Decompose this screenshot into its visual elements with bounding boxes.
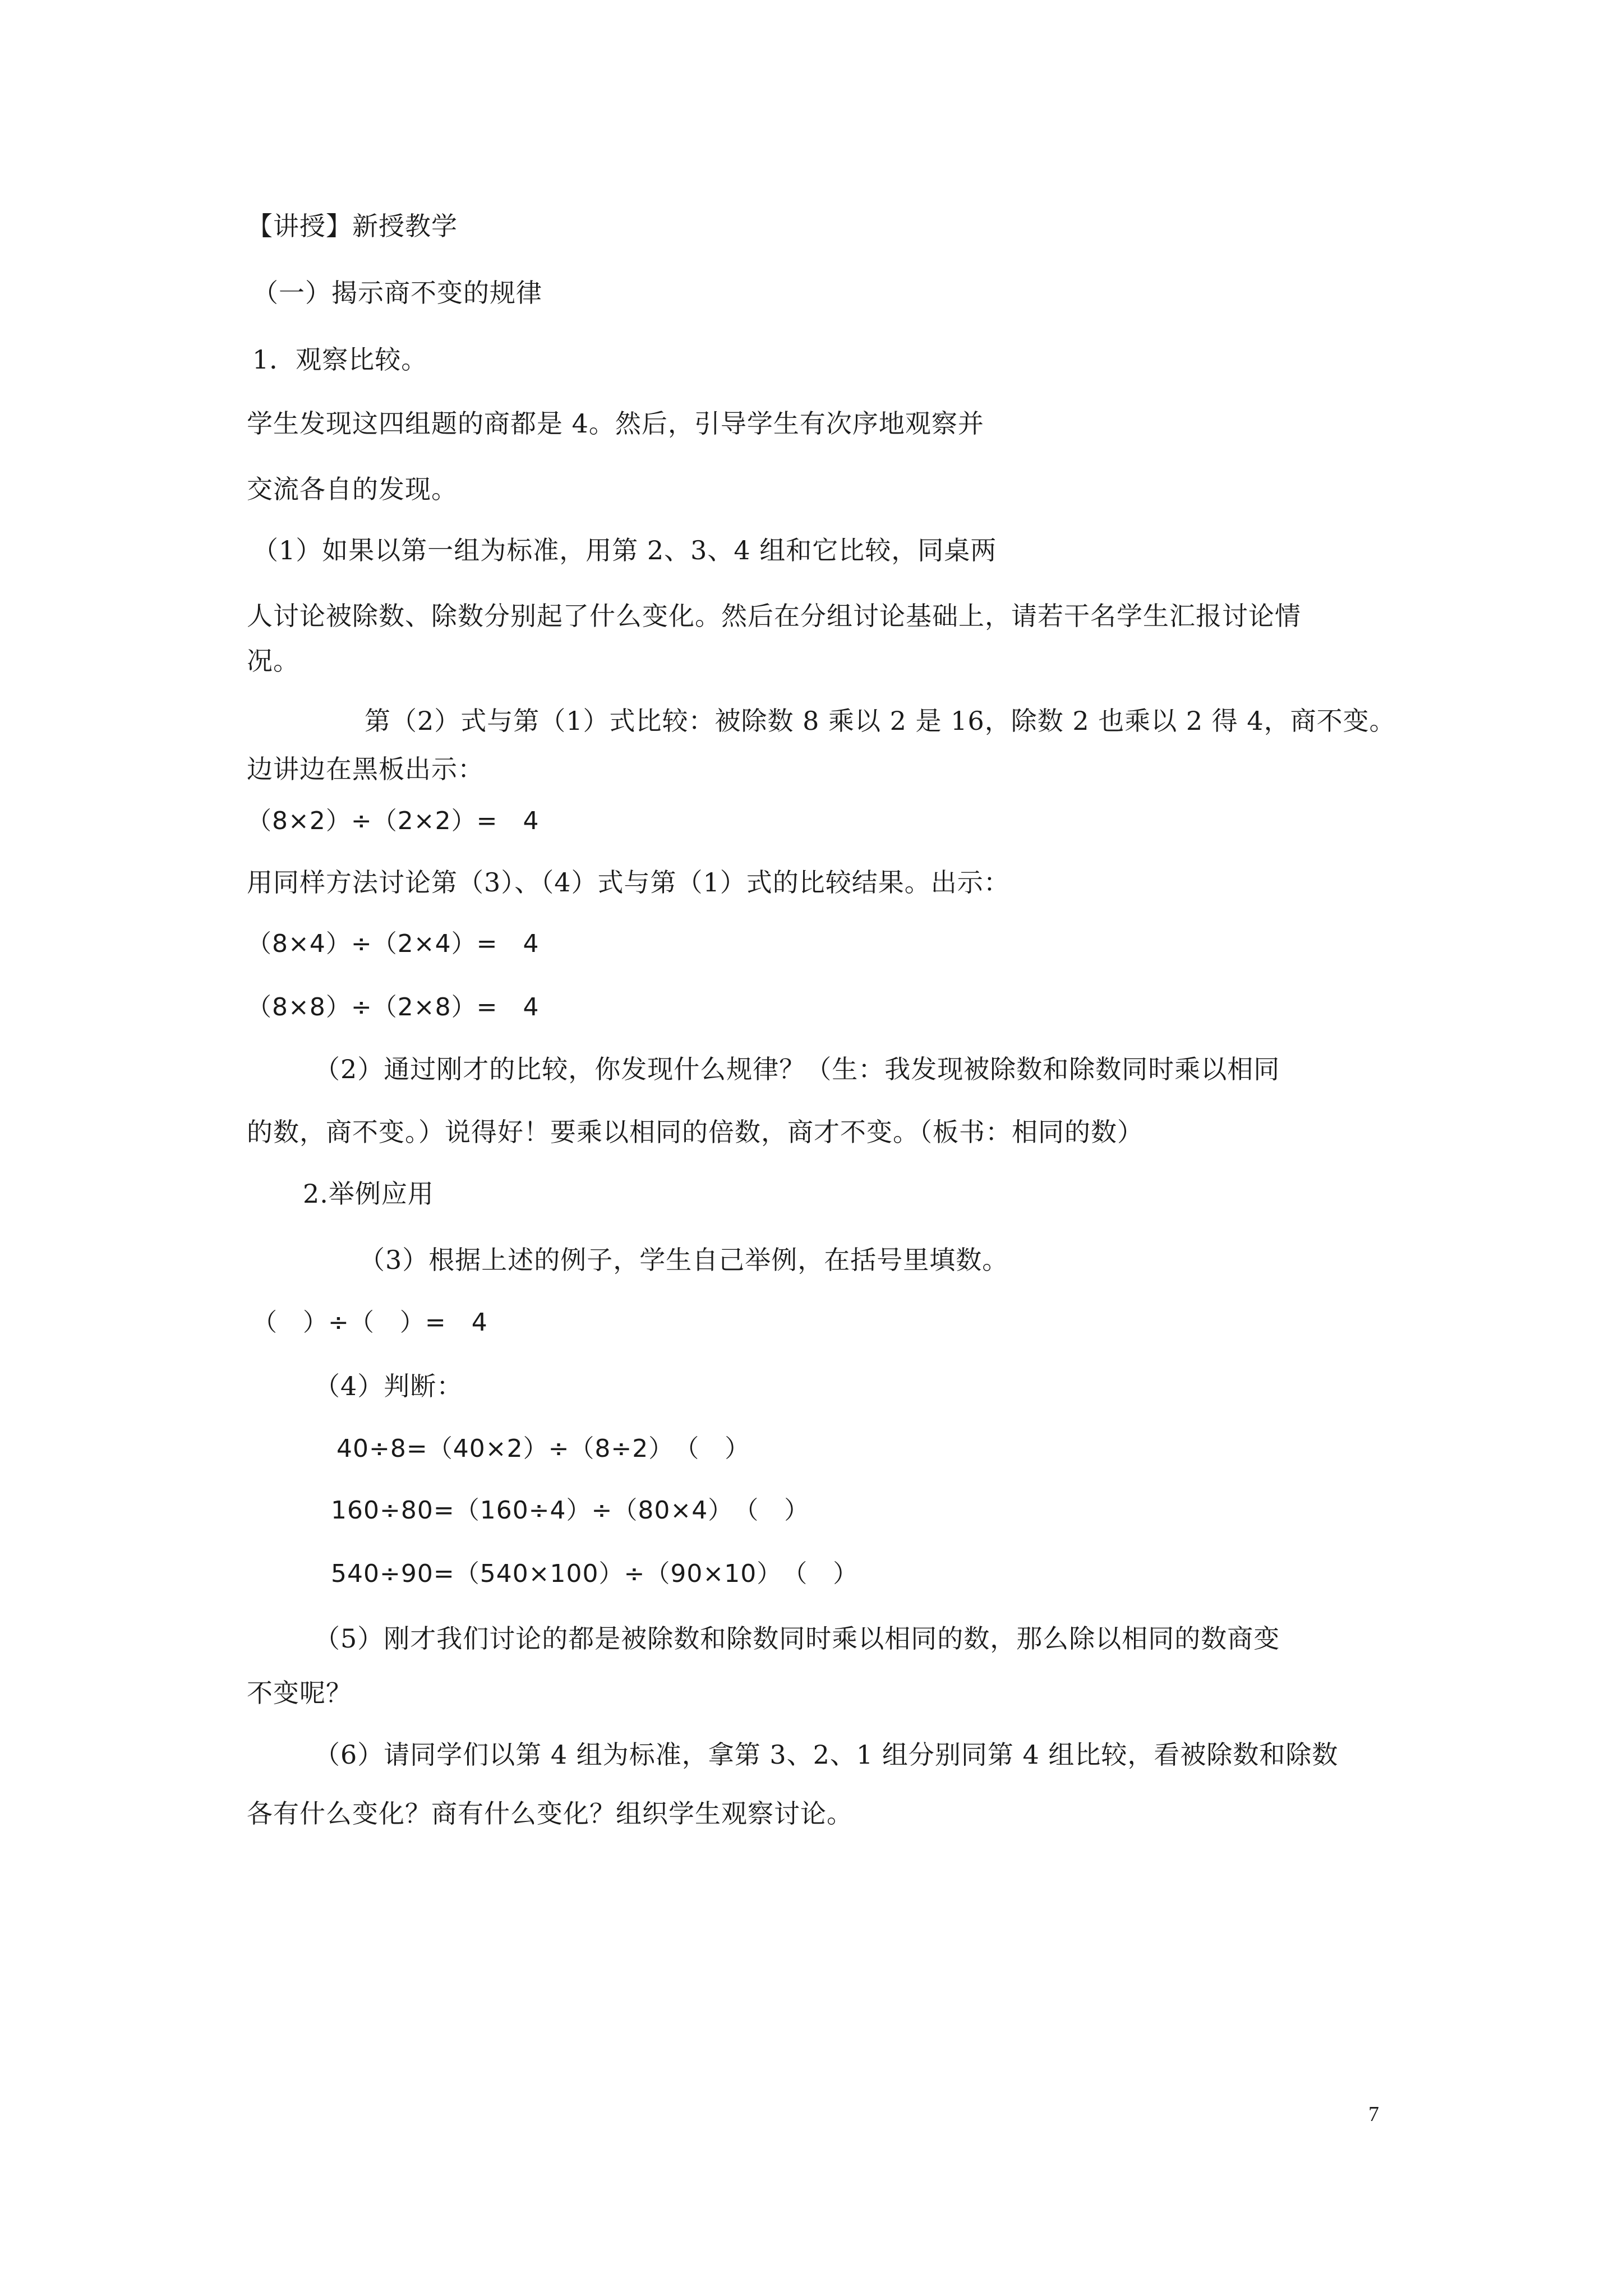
formula-line: （8×4）÷（2×4）= 4 [247, 930, 540, 958]
paragraph-line: （2）通过刚才的比较，你发现什么规律？（生：我发现被除数和除数同时乘以相同 [314, 1054, 1280, 1084]
paragraph-line: （3）根据上述的例子，学生自己举例，在括号里填数。 [359, 1245, 1009, 1275]
formula-line: （8×8）÷（2×8）= 4 [247, 993, 540, 1022]
paragraph-line: 各有什么变化？商有什么变化？组织学生观察讨论。 [247, 1798, 853, 1829]
paragraph-line: 况。 [247, 646, 299, 676]
paragraph-line: 的数，商不变。）说得好！要乘以相同的倍数，商才不变。（板书：相同的数） [247, 1117, 1144, 1147]
paragraph-line: 用同样方法讨论第（3）、（4）式与第（1）式的比较结果。出示： [247, 867, 1010, 898]
formula-line: 160÷80=（160÷4）÷（80×4） （ ） [331, 1496, 810, 1525]
page-number: 7 [1368, 2102, 1379, 2126]
formula-line: 40÷8=（40×2）÷（8÷2） （ ） [336, 1434, 750, 1463]
paragraph-line: 边讲边在黑板出示： [247, 754, 484, 784]
formula-line: （ ）÷（ ）= 4 [252, 1308, 488, 1337]
step-heading: 1．观察比较。 [252, 344, 428, 375]
paragraph-line: （4）判断： [314, 1371, 463, 1401]
formula-line: 540÷90=（540×100）÷（90×10） （ ） [331, 1559, 859, 1588]
paragraph-line: （6）请同学们以第 4 组为标准，拿第 3、2、1 组分别同第 4 组比较，看被除数和除数 [314, 1740, 1339, 1770]
paragraph-line: 人讨论被除数、除数分别起了什么变化。然后在分组讨论基础上，请若干名学生汇报讨论情 [247, 601, 1301, 631]
paragraph-line: （1）如果以第一组为标准，用第 2、3、4 组和它比较，同桌两 [252, 535, 997, 565]
section-heading: 【讲授】新授教学 [247, 211, 458, 241]
formula-line: （8×2）÷（2×2）= 4 [247, 807, 540, 835]
paragraph-line: 学生发现这四组题的商都是 4。然后，引导学生有次序地观察并 [247, 408, 984, 439]
step-heading: 2.举例应用 [303, 1179, 434, 1209]
paragraph-line: 交流各自的发现。 [247, 474, 458, 504]
paragraph-line: 不变呢？ [247, 1678, 352, 1708]
paragraph-line: （5）刚才我们讨论的都是被除数和除数同时乘以相同的数，那么除以相同的数商变 [314, 1623, 1280, 1654]
subsection-heading: （一）揭示商不变的规律 [252, 278, 542, 308]
paragraph-line: 第（2）式与第（1）式比较：被除数 8 乘以 2 是 16，除数 2 也乘以 2 得 4，商不变。 [365, 706, 1396, 736]
